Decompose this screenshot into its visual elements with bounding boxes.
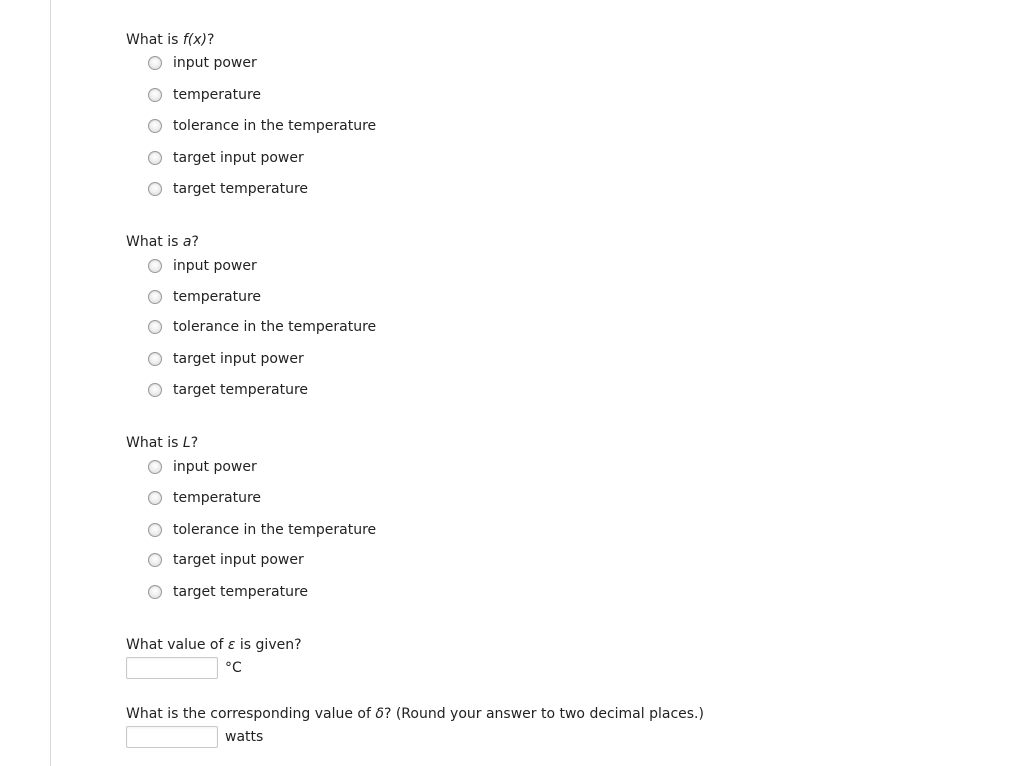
question-L-label	[126, 434, 198, 452]
question-a-label	[126, 233, 199, 251]
question-fx-label	[126, 31, 214, 49]
radio-button[interactable]	[148, 182, 162, 196]
radio-button[interactable]	[148, 88, 162, 102]
option-L-temperature[interactable]	[148, 488, 261, 508]
question-suffix: is given?	[235, 637, 302, 653]
delta-input[interactable]	[126, 726, 218, 748]
option-a-target-input-power[interactable]	[148, 349, 304, 369]
question-prefix: What is the corresponding value of	[126, 706, 376, 722]
option-label: input power	[173, 55, 257, 71]
radio-button[interactable]	[148, 56, 162, 70]
question-prefix: What is	[126, 435, 183, 451]
radio-button[interactable]	[148, 151, 162, 165]
option-label: tolerance in the temperature	[173, 118, 377, 134]
delta-answer-row	[126, 725, 263, 749]
option-fx-target-temperature[interactable]	[148, 179, 308, 199]
question-prefix: What value of	[126, 637, 228, 653]
radio-button[interactable]	[148, 491, 162, 505]
option-label: tolerance in the temperature	[173, 319, 377, 335]
option-a-tolerance[interactable]	[148, 317, 376, 337]
question-symbol: f(x)	[182, 32, 208, 48]
delta-unit: watts	[225, 729, 264, 745]
question-symbol: ε	[227, 637, 236, 653]
radio-button[interactable]	[148, 383, 162, 397]
option-L-target-input-power[interactable]	[148, 550, 304, 570]
left-border-line	[50, 0, 51, 766]
question-prefix: What is	[126, 32, 183, 48]
option-label: target input power	[173, 552, 304, 568]
question-symbol: a	[182, 234, 192, 250]
option-label: tolerance in the temperature	[173, 522, 377, 538]
option-label: input power	[173, 258, 257, 274]
question-suffix: ? (Round your answer to two decimal places.)	[383, 706, 704, 722]
option-label: target temperature	[173, 382, 309, 398]
option-fx-tolerance[interactable]	[148, 116, 376, 136]
question-suffix: ?	[191, 234, 199, 250]
option-fx-temperature[interactable]	[148, 85, 261, 105]
question-epsilon-label	[126, 636, 302, 654]
option-label: target temperature	[173, 181, 309, 197]
option-a-target-temperature[interactable]	[148, 380, 308, 400]
option-L-tolerance[interactable]	[148, 520, 376, 540]
radio-button[interactable]	[148, 553, 162, 567]
option-label: target temperature	[173, 584, 309, 600]
radio-button[interactable]	[148, 259, 162, 273]
option-L-target-temperature[interactable]	[148, 582, 308, 602]
question-symbol: L	[182, 435, 191, 451]
epsilon-unit: °C	[225, 660, 242, 676]
option-fx-target-input-power[interactable]	[148, 148, 304, 168]
radio-button[interactable]	[148, 460, 162, 474]
question-suffix: ?	[190, 435, 199, 451]
option-label: target input power	[173, 351, 304, 367]
option-a-temperature[interactable]	[148, 287, 261, 307]
option-label: temperature	[173, 490, 261, 506]
question-prefix: What is	[126, 234, 183, 250]
option-label: target input power	[173, 150, 304, 166]
radio-button[interactable]	[148, 290, 162, 304]
radio-button[interactable]	[148, 119, 162, 133]
radio-button[interactable]	[148, 320, 162, 334]
epsilon-input[interactable]	[126, 657, 218, 679]
radio-button[interactable]	[148, 523, 162, 537]
question-suffix: ?	[207, 32, 215, 48]
epsilon-answer-row	[126, 656, 242, 680]
radio-button[interactable]	[148, 585, 162, 599]
option-fx-input-power[interactable]	[148, 53, 257, 73]
option-L-input-power[interactable]	[148, 457, 257, 477]
option-label: input power	[173, 459, 257, 475]
question-symbol: δ	[375, 706, 384, 722]
radio-button[interactable]	[148, 352, 162, 366]
question-delta-label	[126, 705, 704, 723]
option-a-input-power[interactable]	[148, 256, 257, 276]
option-label: temperature	[173, 289, 261, 305]
option-label: temperature	[173, 87, 261, 103]
